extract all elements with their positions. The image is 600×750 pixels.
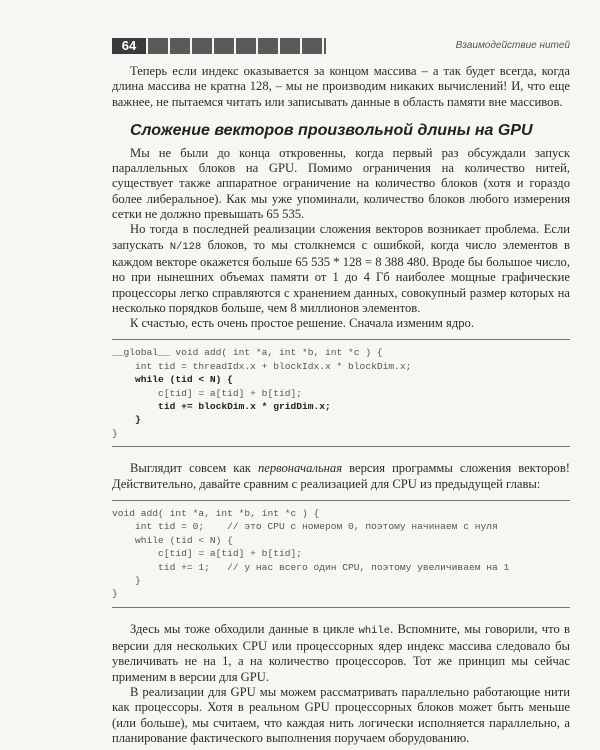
paragraph-2: Мы не были до конца откровенны, когда первый раз обсуждали запуск параллельных блоков на GPU. Помимо ограничения на количество нитей, существует также аппаратное ограничение на количество блоков (хотя и гораздо более либеральное). Как мы уже упоминали, количество блоков любого измерения сетки не должно превышать 65 535. xyxy=(112,145,570,222)
code-line: void add( int *a, int *b, int *c ) { xyxy=(112,507,320,519)
code-line: c[tid] = a[tid] + b[tid]; xyxy=(112,548,302,560)
code-cpu xyxy=(112,507,570,601)
code-line: __global__ void add( int *a, int *b, int *c ) { xyxy=(112,347,383,359)
code-line: while (tid < N) { xyxy=(112,534,233,546)
paragraph-5 xyxy=(112,461,570,492)
paragraph-3-text-b: блоков, то мы столкнемся с ошибкой, когда число элементов в каждом векторе окажется больше 65 535 * 128 = 8 388 480. Вроде бы большое число, но при нынешних объемах памяти от 1 до 4 Гб наиболее мощные графические процессоры легко справляются с хранением данных, совокупный размер которых на несколько порядков больше, чем 8 миллионов элементов. xyxy=(112,237,570,315)
paragraph-7: В реализации для GPU мы можем рассматривать параллельно работающие нити как процессоры. Хотя в реальном GPU процессорных блоков может быть меньше (или больше), мы считаем, что каждая нить логически исполняется параллельно, а планирование фактического выполнения поручаем оборудованию. xyxy=(112,684,570,745)
running-title: Взаимодействие нитей xyxy=(455,40,570,51)
paragraph-6 xyxy=(112,622,570,685)
header-decor-bar xyxy=(148,38,326,54)
code-line: c[tid] = a[tid] + b[tid]; xyxy=(112,387,302,399)
code-line: tid += blockDim.x * gridDim.x; xyxy=(112,401,331,413)
paragraph-3 xyxy=(112,222,570,316)
code-line: while (tid < N) { xyxy=(112,374,233,386)
code-listing-cpu xyxy=(112,500,570,608)
code-listing-gpu xyxy=(112,339,570,447)
page-header xyxy=(112,36,570,58)
paragraph-5-emphasis: первоначальная xyxy=(257,461,343,476)
page-content xyxy=(112,64,570,746)
paragraph-5-text-a: Выглядит совсем как xyxy=(130,461,258,476)
inline-code-n128: N/128 xyxy=(169,240,202,253)
inline-code-while: while xyxy=(358,624,391,637)
code-line: int tid = threadIdx.x + blockIdx.x * blockDim.x; xyxy=(112,360,412,372)
paragraph-3-text-a: Но тогда в последней реализации сложения векторов возникает проблема. Если запускать xyxy=(112,222,570,252)
paragraph-1: Теперь если индекс оказывается за концом массива – а так будет всегда, когда длина массива не кратна 128, – мы не производим никаких вычислений! И, что еще важнее, не пытаемся читать или записывать данные в область памяти вне массивов. xyxy=(112,64,570,109)
paragraph-4: К счастью, есть очень простое решение. Сначала изменим ядро. xyxy=(130,316,474,331)
page-number: 64 xyxy=(112,38,146,54)
paragraph-6-text-a: Здесь мы тоже обходили данные в цикле xyxy=(130,621,359,636)
code-line: } xyxy=(112,414,141,426)
code-line: int tid = 0; // это CPU с номером 0, поэтому начинаем с нуля xyxy=(112,521,498,533)
section-title: Сложение векторов произвольной длины на GPU xyxy=(130,121,533,139)
code-line: } xyxy=(112,588,118,600)
code-line: } xyxy=(112,427,118,439)
code-gpu xyxy=(112,346,570,440)
paragraph-6-text-b: . Вспомните, мы говорили, что в версии для нескольких CPU или процессорных ядер индекс массива следовало бы увеличивать не на 1, а на количество процессоров. Тот же принцип мы сейчас применим в версии для GPU. xyxy=(112,621,570,684)
code-line: tid += 1; // у нас всего один CPU, поэтому увеличиваем на 1 xyxy=(112,561,510,573)
code-line: } xyxy=(112,574,141,586)
paragraph-5-text-b: версия программы сложения векторов! Действительно, давайте сравним с реализацией для CPU из предыдущей главы: xyxy=(112,461,570,491)
